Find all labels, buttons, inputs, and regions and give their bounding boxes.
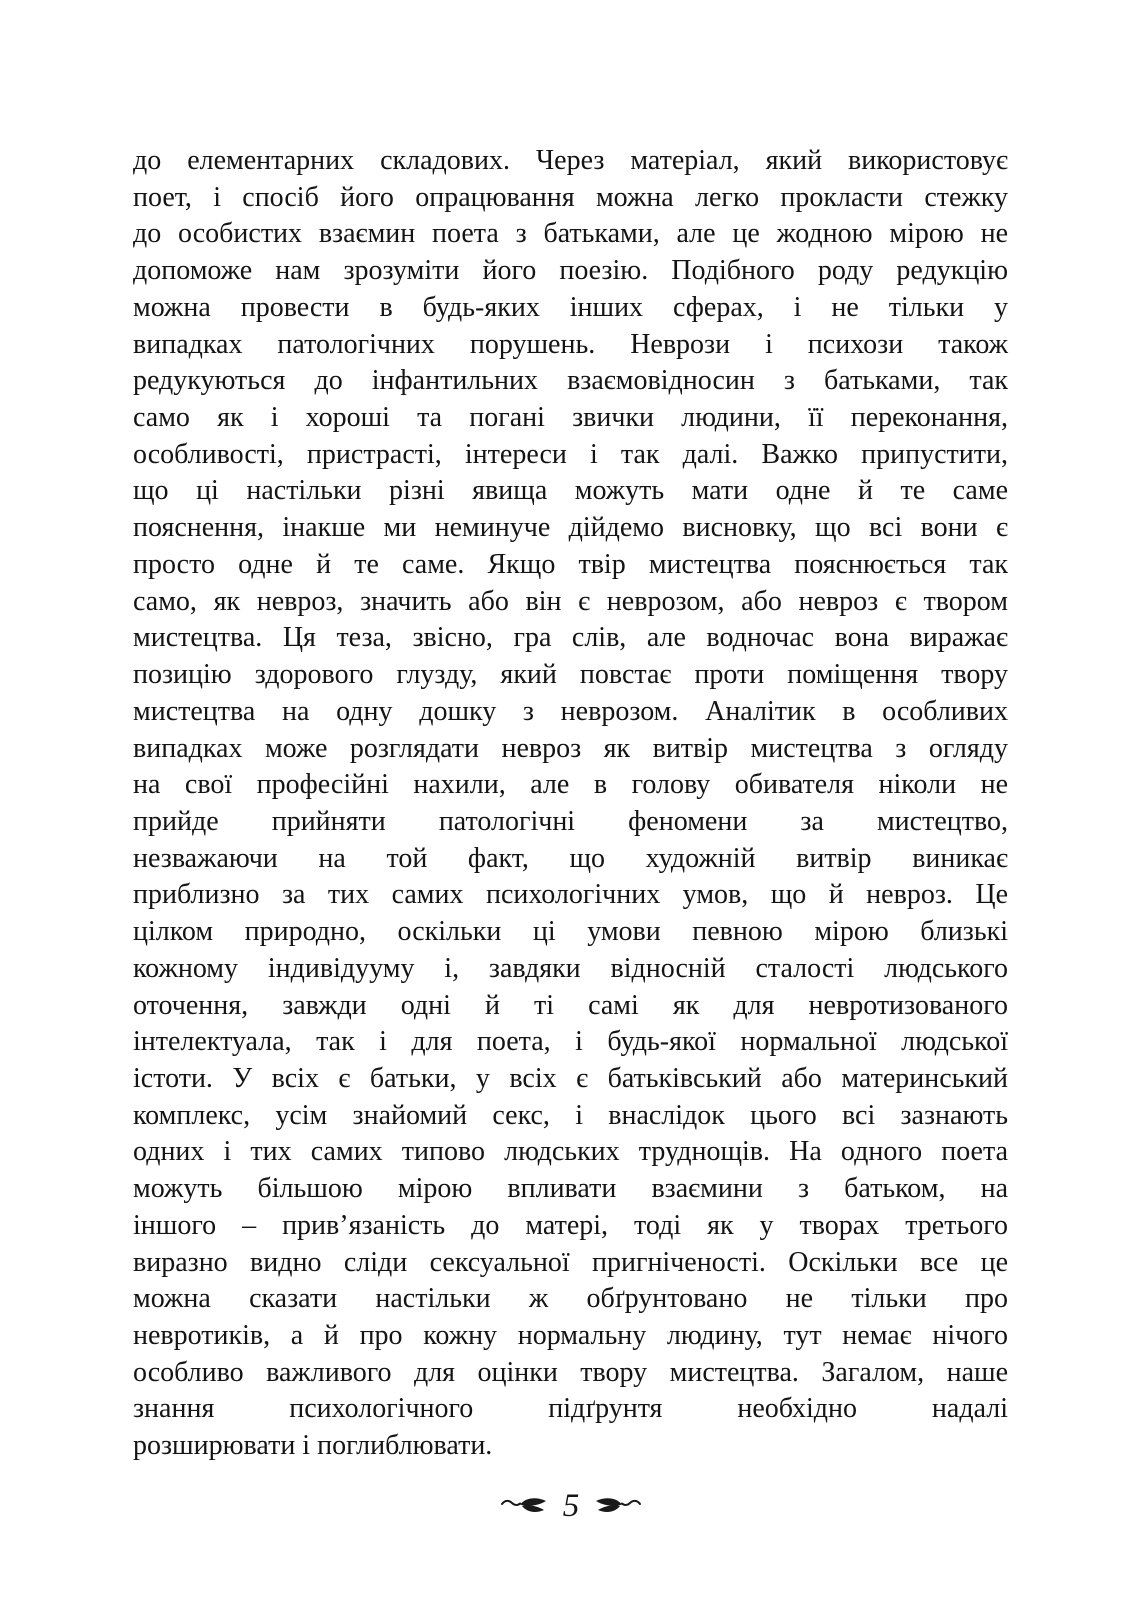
- text-line: оточення, завжди одні й ті самі як для невротизованого: [133, 989, 1008, 1021]
- text-line: невротиків, а й про кожну нормальну людину, тут немає нічого: [133, 1320, 1008, 1351]
- page-footer: [0, 1488, 1142, 1524]
- text-line: іншого – прив’язаність до матері, тоді як у творах третього: [133, 1209, 1008, 1241]
- text-line: на свої професійні нахили, але в голову обивателя ніколи не: [133, 769, 1008, 801]
- text-line: приблизно за тих самих психологічних умов, що й невроз. Це: [133, 879, 1008, 911]
- text-line: можуть більшою мірою впливати взаємини з батьком, на: [133, 1173, 1008, 1205]
- text-line: істоти. У всіх є батьки, у всіх є батьківський або материнський: [133, 1062, 1008, 1094]
- text-line: допоможе нам зрозуміти його поезію. Подібного роду редукцію: [133, 255, 1008, 287]
- text-line: випадках може розглядати невроз як витвір мистецтва з огляду: [133, 732, 1008, 764]
- text-line: мистецтва. Ця теза, звісно, гра слів, але водночас вона виражає: [133, 622, 1008, 654]
- text-line: можна провести в будь-яких інших сферах, і не тільки у: [133, 291, 1008, 323]
- text-line: розширювати і поглиблювати.: [133, 1430, 493, 1462]
- text-line: знання психологічного підґрунтя необхідно надалі: [133, 1393, 1008, 1425]
- text-line: пояснення, інакше ми неминуче дійдемо висновку, що всі вони є: [133, 512, 1008, 544]
- text-line: прийде прийняти патологічні феномени за мистецтво,: [133, 805, 1008, 837]
- text-line: одних і тих самих типово людських труднощів. На одного поета: [133, 1136, 1008, 1168]
- text-line: до елементарних складових. Через матеріал, який використовує: [133, 145, 1008, 176]
- floral-sprig-left-icon: [500, 1496, 548, 1516]
- text-line: виразно видно сліди сексуальної пригніченості. Оскільки все це: [133, 1246, 1008, 1278]
- text-line: комплекс, усім знайомий секс, і внаслідок цього всі зазнають: [133, 1099, 1008, 1131]
- text-line: випадках патологічних порушень. Неврози і психози також: [133, 328, 1008, 360]
- floral-sprig-right-icon: [594, 1496, 642, 1516]
- body-text: [133, 143, 1008, 1465]
- text-line: редукуються до інфантильних взаємовідносин з батьками, так: [133, 365, 1008, 397]
- text-line: інтелектуала, так і для поета, і будь-якої нормальної людської: [133, 1026, 1008, 1058]
- text-line: просто одне й те саме. Якщо твір мистецтва пояснюється так: [133, 548, 1008, 580]
- text-line: само, як невроз, значить або він є неврозом, або невроз є твором: [133, 585, 1008, 617]
- text-line: кожному індивідууму і, завдяки відносній сталості людського: [133, 952, 1008, 984]
- text-line: незважаючи на той факт, що художній витвір виникає: [133, 842, 1008, 874]
- text-line: цілком природно, оскільки ці умови певною мірою близькі: [133, 916, 1008, 948]
- text-line: можна сказати настільки ж обґрунтовано не тільки про: [133, 1283, 1008, 1315]
- text-line: само як і хороші та погані звички людини, її переконання,: [133, 402, 1008, 434]
- text-line: особливості, пристрасті, інтереси і так далі. Важко припустити,: [133, 438, 1008, 470]
- text-line: мистецтва на одну дошку з неврозом. Аналітик в особливих: [133, 695, 1008, 727]
- text-line: що ці настільки різні явища можуть мати одне й те саме: [133, 475, 1008, 507]
- text-line: поет, і спосіб його опрацювання можна легко прокласти стежку: [133, 181, 1008, 213]
- text-line: особливо важливого для оцінки твору мистецтва. Загалом, наше: [133, 1356, 1008, 1388]
- page-number: 5: [562, 1488, 580, 1524]
- text-line: позицію здорового глузду, який повстає проти поміщення твору: [133, 659, 1008, 691]
- text-line: до особистих взаємин поета з батьками, але це жодною мірою не: [133, 218, 1008, 250]
